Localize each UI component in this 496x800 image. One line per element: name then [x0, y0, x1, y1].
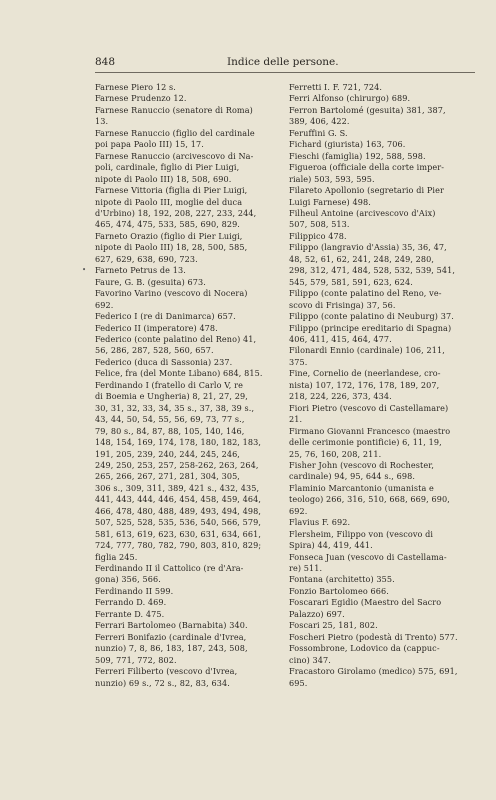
- index-entry-line: nunzio) 7, 8, 86, 183, 187, 243, 508,: [95, 643, 248, 654]
- index-entry-line: cardinale) 94, 95, 644 s., 698.: [289, 471, 416, 482]
- index-entry-line: Farnese Prudenzo 12.: [95, 93, 187, 104]
- index-entry-line: Ferdinando II il Cattolico (re d'Ara-: [95, 563, 244, 574]
- index-entry-line: Fonzio Bartolomeo 666.: [289, 585, 389, 596]
- index-entry: [289, 483, 475, 517]
- margin-mark: •: [82, 266, 87, 274]
- index-entry-line: Foscarari Egidio (Maestro del Sacro: [289, 597, 442, 608]
- index-entry: [289, 82, 475, 93]
- index-entry-line: Ferretti I. F. 721, 724.: [289, 82, 383, 92]
- index-entry-line: Ferdinando I (fratello di Carlo V, re: [95, 379, 243, 390]
- index-entry-line: 581, 613, 619, 623, 630, 631, 634, 661,: [95, 528, 262, 539]
- page-number: 848: [95, 56, 116, 68]
- index-entry: [289, 185, 475, 208]
- index-entry: [289, 517, 475, 528]
- index-entry-line: Farnese Piero 12 s.: [95, 82, 176, 92]
- index-entry-line: Feruffini G. S.: [289, 127, 348, 138]
- index-entry: [95, 666, 276, 689]
- index-entry-line: Spira) 44, 419, 441.: [289, 540, 373, 551]
- index-entry-line: nunzio) 69 s., 72 s., 82, 83, 634.: [95, 677, 230, 688]
- index-entry: [289, 460, 475, 483]
- index-entry-line: poli, cardinale, figlio di Pier Luigi,: [95, 162, 240, 173]
- index-entry-line: Filippo (conte palatino di Neuburg) 37.: [289, 311, 454, 322]
- index-entry-line: Federico II (imperatore) 478.: [95, 322, 218, 333]
- index-entry-line: di Boemia e Ungheria) 8, 21, 27, 29,: [95, 391, 248, 402]
- index-entry-line: Figueroa (officiale della corte imper-: [289, 162, 445, 173]
- index-entry: [289, 345, 475, 368]
- index-entry-line: 627, 629, 638, 690, 723.: [95, 253, 198, 264]
- index-entry-line: 43, 44, 50, 54, 55, 56, 69, 73, 77 s.,: [95, 414, 245, 425]
- index-entry-line: 56, 286, 287, 528, 560, 657.: [95, 345, 214, 356]
- index-entry-line: Farneto Orazio (figlio di Pier Luigi,: [95, 230, 243, 241]
- index-entry-line: Ferrante D. 475.: [95, 608, 165, 619]
- index-entry-line: figlia 245.: [95, 551, 138, 562]
- index-entry-line: gona) 356, 566.: [95, 574, 161, 585]
- index-entry-line: 30, 31, 32, 33, 34, 35 s., 37, 38, 39 s.,: [95, 402, 255, 413]
- running-title: Indice delle persone.: [227, 56, 339, 68]
- index-entry-line: Federico I (re di Danimarca) 657.: [95, 311, 236, 322]
- index-entry-line: Favorino Varino (vescovo di Nocera): [95, 288, 248, 299]
- index-entry-line: Ferreri Bonifazio (cardinale d'Ivrea,: [95, 631, 247, 642]
- index-entry-line: 13.: [95, 116, 109, 127]
- index-entry: [289, 620, 475, 631]
- index-entry-line: Farneto Petrus de 13.: [95, 265, 186, 276]
- index-entry-line: Ferrari Bartolomeo (Barnabita) 340.: [95, 620, 248, 631]
- index-entry-line: Foscheri Pietro (podestà di Trento) 577.: [289, 631, 458, 642]
- index-entry-line: nipote di Paolo III) 18, 508, 690.: [95, 173, 232, 184]
- index-entry-line: riale) 503, 593, 595.: [289, 173, 375, 184]
- index-entry-line: 465, 474, 475, 533, 585, 690, 829.: [95, 219, 240, 230]
- index-entry-line: Fisher John (vescovo di Rochester,: [289, 459, 435, 470]
- index-entry: [95, 597, 276, 608]
- index-entry-line: 21.: [289, 414, 303, 425]
- index-entry: [289, 128, 475, 139]
- index-entry-line: nista) 107, 172, 176, 178, 189, 207,: [289, 379, 440, 390]
- index-entry-line: Federico (conte palatino del Reno) 41,: [95, 333, 257, 344]
- index-entry-line: 695.: [289, 677, 308, 688]
- index-entry-line: 79, 80 s., 84, 87, 88, 105, 140, 146,: [95, 425, 245, 436]
- index-entry-line: 406, 411, 415, 464, 477.: [289, 333, 392, 344]
- index-entry: [95, 82, 276, 93]
- index-entry-line: Farnese Vittoria (figlia di Pier Luigi,: [95, 185, 248, 196]
- index-entry-line: 545, 579, 581, 591, 623, 624.: [289, 276, 413, 287]
- index-entry: [95, 586, 276, 597]
- index-entry-line: Faure, G. B. (gesuita) 673.: [95, 276, 206, 287]
- index-entry-line: 466, 478, 480, 488, 489, 493, 494, 498,: [95, 505, 262, 516]
- index-entry-line: Farnese Ranuccio (arcivescovo di Na-: [95, 150, 254, 161]
- index-entry-line: Flavius F. 692.: [289, 517, 351, 528]
- index-entry: [289, 552, 475, 575]
- index-entry-line: Filheul Antoine (arcivescovo d'Aix): [289, 207, 436, 218]
- index-entry: [95, 288, 276, 311]
- index-entry-line: 724, 777, 780, 782, 790, 803, 810, 829;: [95, 540, 262, 551]
- index-entry-line: Felice, fra (del Monte Libano) 684, 815.: [95, 368, 263, 379]
- index-entry: [289, 368, 475, 402]
- index-entry-line: Luigi Farnese) 498.: [289, 196, 371, 207]
- index-entry: [289, 643, 475, 666]
- index-entry-line: nipote di Paolo III, moglie del duca: [95, 196, 243, 207]
- index-entry: [289, 93, 475, 104]
- index-entry: [95, 231, 276, 265]
- index-entry-line: Palazzo) 697.: [289, 608, 345, 619]
- index-entry-line: Flaminio Marcantonio (umanista e: [289, 482, 434, 493]
- index-entry-line: 218, 224, 226, 373, 434.: [289, 391, 392, 402]
- index-column-right: [289, 82, 475, 689]
- index-entry-line: Ferreri Filiberto (vescovo d'Ivrea,: [95, 666, 238, 677]
- index-entry-line: re) 511.: [289, 563, 323, 574]
- index-entry-line: Filippico 478.: [289, 230, 347, 241]
- index-entry: [95, 563, 276, 586]
- index-entry-line: 148, 154, 169, 174, 178, 180, 182, 183,: [95, 437, 262, 448]
- index-entry: [95, 609, 276, 620]
- index-entry-line: delle cerimonie pontificie) 6, 11, 19,: [289, 437, 442, 448]
- index-entry: [289, 151, 475, 162]
- index-entry: [289, 208, 475, 231]
- index-entry: [95, 323, 276, 334]
- index-entry-line: Ferrando D. 469.: [95, 597, 167, 608]
- index-entry-line: Flersheim, Filippo von (vescovo di: [289, 528, 434, 539]
- index-entry-line: Filonardi Ennio (cardinale) 106, 211,: [289, 345, 445, 356]
- index-entry-line: nipote di Paolo III) 18, 28, 500, 585,: [95, 242, 248, 253]
- index-entry-line: 249, 250, 253, 257, 258-262, 263, 264,: [95, 459, 259, 470]
- index-entry-line: Fieschi (famiglia) 192, 588, 598.: [289, 150, 426, 161]
- index-entry-line: 48, 52, 61, 62, 241, 248, 249, 280,: [289, 253, 435, 264]
- index-entry: [289, 586, 475, 597]
- index-entry: [95, 632, 276, 666]
- index-entry: [289, 632, 475, 643]
- index-entry-line: cino) 347.: [289, 654, 331, 665]
- index-entry: [289, 231, 475, 242]
- index-entry: [95, 105, 276, 128]
- index-entry-line: Foscari 25, 181, 802.: [289, 620, 378, 631]
- index-entry: [95, 277, 276, 288]
- index-entry-line: 441, 443, 444, 446, 454, 458, 459, 464,: [95, 494, 262, 505]
- index-entry-line: Fonseca Juan (vescovo di Castellama-: [289, 551, 447, 562]
- index-entry-line: Fossombrone, Lodovico da (cappuc-: [289, 643, 440, 654]
- index-entry: [289, 574, 475, 585]
- index-entry: [95, 151, 276, 185]
- index-column-left: [95, 82, 276, 689]
- index-entry: [289, 529, 475, 552]
- index-entry: [289, 403, 475, 426]
- index-entry-line: Filippo (langravio d'Assia) 35, 36, 47,: [289, 242, 447, 253]
- index-entry: [95, 265, 276, 276]
- index-entry: [289, 323, 475, 346]
- index-entry-line: scovo di Frisinga) 37, 56.: [289, 299, 396, 310]
- index-entry-line: Farnese Ranuccio (senatore di Roma): [95, 104, 253, 115]
- index-entry: [95, 185, 276, 231]
- index-entry-line: Fracastoro Girolamo (medico) 575, 691,: [289, 666, 458, 677]
- index-entry-line: d'Urbino) 18, 192, 208, 227, 233, 244,: [95, 207, 257, 218]
- index-entry-line: 507, 525, 528, 535, 536, 540, 566, 579,: [95, 517, 262, 528]
- index-entry-line: Ferron Bartolomé (gesuita) 381, 387,: [289, 104, 446, 115]
- index-entry-line: Fichard (giurista) 163, 706.: [289, 139, 406, 150]
- index-entry-line: 191, 205, 239, 240, 244, 245, 246,: [95, 448, 240, 459]
- index-entry-line: Fontana (architetto) 355.: [289, 574, 395, 585]
- index-entry: [95, 311, 276, 322]
- index-entry-line: 692.: [95, 299, 114, 310]
- index-entry-line: Ferri Alfonso (chirurgo) 689.: [289, 93, 411, 104]
- index-entry-line: poi papa Paolo III) 15, 17.: [95, 139, 204, 150]
- index-entry-line: 692.: [289, 505, 308, 516]
- index-entry-line: Fine, Cornelio de (neerlandese, cro-: [289, 368, 441, 379]
- index-entry: [289, 242, 475, 288]
- index-entry: [289, 597, 475, 620]
- page-header: [95, 56, 475, 73]
- index-entry-line: Fiori Pietro (vescovo di Castellamare): [289, 402, 449, 413]
- index-entry: [289, 105, 475, 128]
- index-entry-line: 389, 406, 422.: [289, 116, 350, 127]
- index-entry-line: Filippo (conte palatino del Reno, ve-: [289, 288, 442, 299]
- index-entry: [95, 334, 276, 357]
- index-entry-line: 25, 76, 160, 208, 211.: [289, 448, 382, 459]
- index-entry: [95, 93, 276, 104]
- index-entry-line: Filippo (principe ereditario di Spagna): [289, 322, 452, 333]
- index-entry: [289, 288, 475, 311]
- index-entry-line: 375.: [289, 356, 308, 367]
- index-entry-line: Filareto Apollonio (segretario di Pier: [289, 185, 444, 196]
- index-entry: [95, 620, 276, 631]
- index-entry: [95, 368, 276, 379]
- index-entry: [289, 139, 475, 150]
- index-entry-line: Firmano Giovanni Francesco (maestro: [289, 425, 451, 436]
- index-entry-line: 509, 771, 772, 802.: [95, 654, 177, 665]
- index-entry-line: Ferdinando II 599.: [95, 585, 174, 596]
- index-entry: [289, 426, 475, 460]
- index-entry-line: 298, 312, 471, 484, 528, 532, 539, 541,: [289, 265, 456, 276]
- index-entry-line: 265, 266, 267, 271, 281, 304, 305,: [95, 471, 240, 482]
- index-entry-line: Farnese Ranuccio (figlio del cardinale: [95, 127, 255, 138]
- index-entry: [95, 128, 276, 151]
- index-entry-line: Federico (duca di Sassonia) 237.: [95, 356, 233, 367]
- index-entry-line: 507, 508, 513.: [289, 219, 350, 230]
- index-entry-line: 306 s., 309, 311, 389, 421 s., 432, 435,: [95, 482, 260, 493]
- index-entry: [289, 666, 475, 689]
- index-entry-line: teologo) 266, 316, 510, 668, 669, 690,: [289, 494, 450, 505]
- index-entry: [289, 162, 475, 185]
- index-entry: [95, 380, 276, 563]
- index-entry: [289, 311, 475, 322]
- index-entry: [95, 357, 276, 368]
